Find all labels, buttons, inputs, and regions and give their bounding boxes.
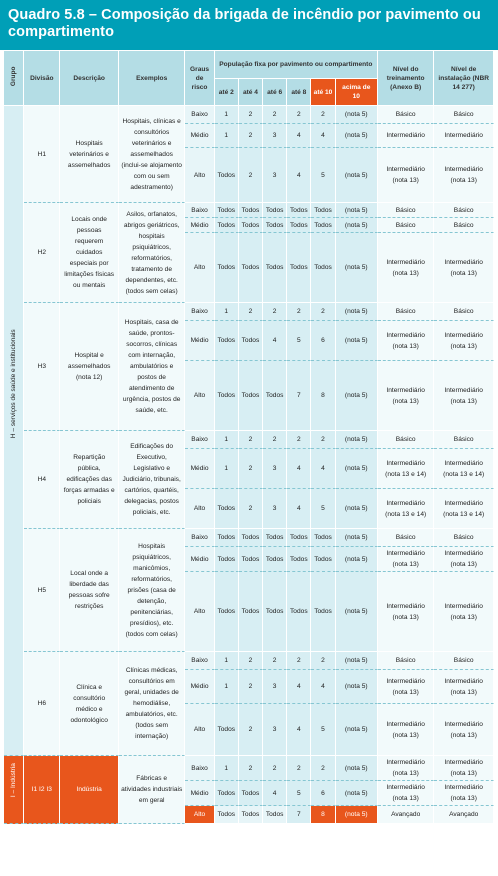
col-ate6: Todos (263, 529, 287, 547)
header-graus: Graus de risco (185, 51, 214, 106)
col-ate8: 7 (287, 361, 311, 431)
col-ate2: Todos (215, 704, 239, 756)
col-ate2: Todos (215, 203, 239, 218)
risk-level: Médio (185, 321, 214, 361)
col-ate4: Todos (239, 361, 263, 431)
col-ate10: 2 (311, 431, 335, 449)
col-ate6: 3 (263, 148, 287, 203)
installation-level: Intermediário (nota 13) (434, 361, 494, 431)
col-ate10: Todos (311, 218, 335, 233)
division-code: H1 (24, 106, 60, 203)
col-acima10: (nota 5) (336, 781, 378, 806)
col-ate8: Todos (287, 529, 311, 547)
training-level: Intermediário (nota 13) (378, 148, 434, 203)
risk-level: Médio (185, 781, 214, 806)
col-ate8: 4 (287, 449, 311, 489)
col-ate10: Todos (311, 233, 335, 303)
training-level: Básico (378, 203, 434, 218)
col-ate2: 1 (215, 756, 239, 781)
risk-level: Alto (185, 361, 214, 431)
group-h-text: H – serviços de saúde e institucionais (10, 329, 18, 439)
col-ate6: Todos (263, 218, 287, 233)
division-description: Repartição pública, edificações das forças armadas e policiais (60, 431, 118, 529)
training-level: Básico (378, 529, 434, 547)
col-ate8: 4 (287, 124, 311, 148)
col-ate2: Todos (215, 148, 239, 203)
training-level: Intermediário (nota 13) (378, 756, 434, 781)
training-level: Intermediário (nota 13) (378, 321, 434, 361)
col-ate6: Todos (263, 233, 287, 303)
col-ate10: 4 (311, 670, 335, 704)
col-ate6: Todos (263, 806, 287, 824)
col-acima10: (nota 5) (336, 321, 378, 361)
col-ate4: Todos (239, 233, 263, 303)
header-populacao: População fixa por pavimento ou compartimento (215, 51, 378, 79)
col-ate2: 1 (215, 303, 239, 321)
table-row (4, 203, 494, 218)
col-ate6: 3 (263, 124, 287, 148)
col-ate10: Todos (311, 547, 335, 572)
header-nivel-treinamento: Nível do treinamento (Anexo B) (378, 51, 434, 106)
col-ate10: 4 (311, 124, 335, 148)
installation-level: Intermediário (nota 13) (434, 704, 494, 756)
header-col-acima10: acima de 10 (336, 79, 378, 106)
installation-level: Básico (434, 431, 494, 449)
division-description: Hospital e assemelhados (nota 12) (60, 303, 118, 431)
installation-level: Intermediário (nota 13) (434, 547, 494, 572)
training-level: Básico (378, 303, 434, 321)
training-level: Avançado (378, 806, 434, 824)
col-ate10: 2 (311, 106, 335, 124)
header-col-ate2: até 2 (215, 79, 239, 106)
header-col-ate8: até 8 (287, 79, 311, 106)
col-ate8: Todos (287, 233, 311, 303)
training-level: Básico (378, 431, 434, 449)
col-ate6: 2 (263, 652, 287, 670)
col-ate4: Todos (239, 781, 263, 806)
header-descricao: Descrição (60, 51, 118, 106)
training-level: Básico (378, 652, 434, 670)
group-i-label (4, 756, 24, 824)
col-ate8: Todos (287, 547, 311, 572)
division-code: H6 (24, 652, 60, 756)
col-acima10: (nota 5) (336, 148, 378, 203)
header-col-ate4: até 4 (239, 79, 263, 106)
risk-level: Médio (185, 124, 214, 148)
col-ate2: Todos (215, 233, 239, 303)
col-ate6: 3 (263, 449, 287, 489)
header-exemplos: Exemplos (119, 51, 186, 106)
col-acima10: (nota 5) (336, 303, 378, 321)
training-level: Intermediário (nota 13) (378, 704, 434, 756)
installation-level: Intermediário (nota 13) (434, 148, 494, 203)
installation-level: Básico (434, 203, 494, 218)
col-ate2: Todos (215, 529, 239, 547)
col-ate10: 6 (311, 321, 335, 361)
col-ate10: Todos (311, 529, 335, 547)
col-ate8: 2 (287, 431, 311, 449)
header-grupo: Grupo (4, 51, 24, 106)
table-row (4, 106, 494, 124)
installation-level: Intermediário (nota 13) (434, 233, 494, 303)
division-description: Locais onde pessoas requerem cuidados especiais por limitações físicas ou mentais (60, 203, 118, 303)
division-examples: Asilos, orfanatos, abrigos geriátricos, hospitais psiquiátricos, reformatórios, tratamento de dependentes, etc. (todos sem celas) (119, 203, 186, 303)
col-acima10: (nota 5) (336, 124, 378, 148)
col-ate10: Todos (311, 572, 335, 652)
col-ate4: 2 (239, 106, 263, 124)
col-ate8: 4 (287, 704, 311, 756)
risk-level: Médio (185, 449, 214, 489)
installation-level: Intermediário (nota 13) (434, 781, 494, 806)
col-acima10: (nota 5) (336, 218, 378, 233)
brigade-table (4, 51, 494, 824)
division-examples: Clínicas médicas, consultórios em geral, unidades de hemodiálise, ambulatórios, etc. (todos sem internação) (119, 652, 186, 756)
header-divisao: Divisão (24, 51, 60, 106)
col-ate10: 5 (311, 148, 335, 203)
training-level: Intermediário (nota 13) (378, 670, 434, 704)
col-ate4: 2 (239, 431, 263, 449)
col-ate4: 2 (239, 652, 263, 670)
training-level: Intermediário (nota 13 e 14) (378, 489, 434, 529)
training-level: Intermediário (nota 13 e 14) (378, 449, 434, 489)
col-ate2: 1 (215, 449, 239, 489)
installation-level: Intermediário (nota 13) (434, 572, 494, 652)
division-code: H5 (24, 529, 60, 652)
col-ate2: Todos (215, 547, 239, 572)
col-ate2: Todos (215, 218, 239, 233)
training-level: Básico (378, 106, 434, 124)
col-acima10: (nota 5) (336, 652, 378, 670)
col-ate4: 2 (239, 704, 263, 756)
col-ate6: Todos (263, 572, 287, 652)
table-row (4, 431, 494, 449)
col-ate8: 2 (287, 756, 311, 781)
division-description: Clínica e consultório médico e odontológico (60, 652, 118, 756)
division-examples: Hospitais, clínicas e consultórios veterinários e assemelhados (inclui-se alojamento com ou sem adestramento) (119, 106, 186, 203)
col-ate6: 3 (263, 489, 287, 529)
risk-level: Alto (185, 806, 214, 824)
col-ate8: Todos (287, 572, 311, 652)
table-title: Quadro 5.8 – Composição da brigada de incêndio por pavimento ou compartimento (0, 0, 498, 50)
col-ate8: 5 (287, 321, 311, 361)
col-acima10: (nota 5) (336, 670, 378, 704)
division-description: Local onde a liberdade das pessoas sofre restrições (60, 529, 118, 652)
col-ate4: 2 (239, 670, 263, 704)
col-ate4: Todos (239, 806, 263, 824)
training-level: Intermediário (nota 13) (378, 361, 434, 431)
col-ate6: 4 (263, 321, 287, 361)
col-ate2: Todos (215, 572, 239, 652)
division-code: H4 (24, 431, 60, 529)
col-ate6: 2 (263, 431, 287, 449)
table-row (4, 756, 494, 781)
risk-level: Alto (185, 233, 214, 303)
col-ate6: 2 (263, 756, 287, 781)
risk-level: Baixo (185, 106, 214, 124)
col-ate10: 5 (311, 704, 335, 756)
col-ate8: 5 (287, 781, 311, 806)
risk-level: Médio (185, 547, 214, 572)
col-acima10: (nota 5) (336, 704, 378, 756)
col-ate10: 6 (311, 781, 335, 806)
col-ate8: 7 (287, 806, 311, 824)
division-description: Hospitais veterinários e assemelhados (60, 106, 118, 203)
training-level: Intermediário (nota 13) (378, 547, 434, 572)
col-ate4: Todos (239, 203, 263, 218)
installation-level: Intermediário (nota 13 e 14) (434, 489, 494, 529)
col-ate8: 4 (287, 670, 311, 704)
table-row (4, 652, 494, 670)
header-col-ate10: até 10 (311, 79, 335, 106)
col-ate6: 3 (263, 670, 287, 704)
col-ate4: Todos (239, 572, 263, 652)
col-ate6: Todos (263, 547, 287, 572)
risk-level: Alto (185, 148, 214, 203)
col-ate10: 2 (311, 303, 335, 321)
header-nivel-instalacao: Nível de instalação (NBR 14 277) (434, 51, 494, 106)
col-acima10: (nota 5) (336, 361, 378, 431)
risk-level: Baixo (185, 529, 214, 547)
risk-level: Baixo (185, 652, 214, 670)
division-examples: Hospitais psiquiátricos, manicômios, reformatórios, prisões (casa de detenção, penitenciárias, presídios), etc. (todos com celas) (119, 529, 186, 652)
col-ate6: Todos (263, 361, 287, 431)
col-acima10: (nota 5) (336, 106, 378, 124)
col-ate4: Todos (239, 529, 263, 547)
col-acima10: (nota 5) (336, 529, 378, 547)
col-acima10: (nota 5) (336, 449, 378, 489)
division-examples: Fábricas e atividades industriais em geral (119, 756, 186, 824)
col-ate8: 2 (287, 303, 311, 321)
risk-level: Baixo (185, 303, 214, 321)
group-i-text: I – Indústria (10, 763, 18, 798)
col-acima10: (nota 5) (336, 572, 378, 652)
col-acima10: (nota 5) (336, 233, 378, 303)
division-code: H2 (24, 203, 60, 303)
col-ate6: 2 (263, 106, 287, 124)
installation-level: Intermediário (nota 13) (434, 756, 494, 781)
col-ate2: Todos (215, 361, 239, 431)
installation-level: Intermediário (nota 13 e 14) (434, 449, 494, 489)
col-ate4: 2 (239, 449, 263, 489)
col-ate2: Todos (215, 806, 239, 824)
table-row (4, 303, 494, 321)
col-ate2: Todos (215, 321, 239, 361)
col-ate2: 1 (215, 652, 239, 670)
col-ate10: 2 (311, 756, 335, 781)
installation-level: Básico (434, 303, 494, 321)
installation-level: Intermediário (434, 124, 494, 148)
col-acima10: (nota 5) (336, 756, 378, 781)
col-ate4: 2 (239, 124, 263, 148)
col-ate8: 4 (287, 489, 311, 529)
col-ate2: 1 (215, 106, 239, 124)
risk-level: Alto (185, 572, 214, 652)
col-acima10: (nota 5) (336, 806, 378, 824)
col-ate2: Todos (215, 781, 239, 806)
col-ate6: 2 (263, 303, 287, 321)
division-code: H3 (24, 303, 60, 431)
col-acima10: (nota 5) (336, 431, 378, 449)
col-ate2: 1 (215, 124, 239, 148)
installation-level: Básico (434, 652, 494, 670)
col-acima10: (nota 5) (336, 547, 378, 572)
group-h-label (4, 106, 24, 756)
col-ate8: 4 (287, 148, 311, 203)
risk-level: Baixo (185, 431, 214, 449)
installation-level: Básico (434, 218, 494, 233)
installation-level: Intermediário (nota 13) (434, 670, 494, 704)
col-acima10: (nota 5) (336, 203, 378, 218)
training-level: Intermediário (378, 124, 434, 148)
training-level: Intermediário (nota 13) (378, 572, 434, 652)
col-ate4: 2 (239, 756, 263, 781)
col-ate8: 2 (287, 106, 311, 124)
col-ate4: 2 (239, 303, 263, 321)
col-ate8: Todos (287, 218, 311, 233)
col-ate10: 8 (311, 361, 335, 431)
installation-level: Avançado (434, 806, 494, 824)
risk-level: Alto (185, 704, 214, 756)
col-ate10: 2 (311, 652, 335, 670)
col-ate6: 4 (263, 781, 287, 806)
installation-level: Básico (434, 106, 494, 124)
col-ate2: 1 (215, 431, 239, 449)
col-acima10: (nota 5) (336, 489, 378, 529)
col-ate6: Todos (263, 203, 287, 218)
risk-level: Baixo (185, 756, 214, 781)
col-ate4: Todos (239, 547, 263, 572)
risk-level: Médio (185, 218, 214, 233)
division-description: Indústria (60, 756, 118, 824)
col-ate4: 2 (239, 489, 263, 529)
col-ate6: 3 (263, 704, 287, 756)
col-ate2: Todos (215, 489, 239, 529)
division-examples: Edificações do Executivo, Legislativo e Judiciário, tribunais, cartórios, quartéis, delegacias, postos policiais, etc. (119, 431, 186, 529)
training-level: Básico (378, 218, 434, 233)
col-ate8: 2 (287, 652, 311, 670)
col-ate10: Todos (311, 203, 335, 218)
installation-level: Intermediário (nota 13) (434, 321, 494, 361)
table-row (4, 529, 494, 547)
division-examples: Hospitais, casa de saúde, prontos-socorros, clínicas com internação, ambulatórios e postos de atendimento de urgência, postos de saúde, etc. (119, 303, 186, 431)
risk-level: Alto (185, 489, 214, 529)
risk-level: Médio (185, 670, 214, 704)
installation-level: Básico (434, 529, 494, 547)
col-ate4: 2 (239, 148, 263, 203)
header-col-ate6: até 6 (263, 79, 287, 106)
risk-level: Baixo (185, 203, 214, 218)
col-ate10: 5 (311, 489, 335, 529)
training-level: Intermediário (nota 13) (378, 233, 434, 303)
division-code: I1 I2 I3 (24, 756, 60, 824)
col-ate4: Todos (239, 321, 263, 361)
col-ate8: Todos (287, 203, 311, 218)
col-ate4: Todos (239, 218, 263, 233)
training-level: Intermediário (nota 13) (378, 781, 434, 806)
col-ate10: 8 (311, 806, 335, 824)
col-ate2: 1 (215, 670, 239, 704)
col-ate10: 4 (311, 449, 335, 489)
